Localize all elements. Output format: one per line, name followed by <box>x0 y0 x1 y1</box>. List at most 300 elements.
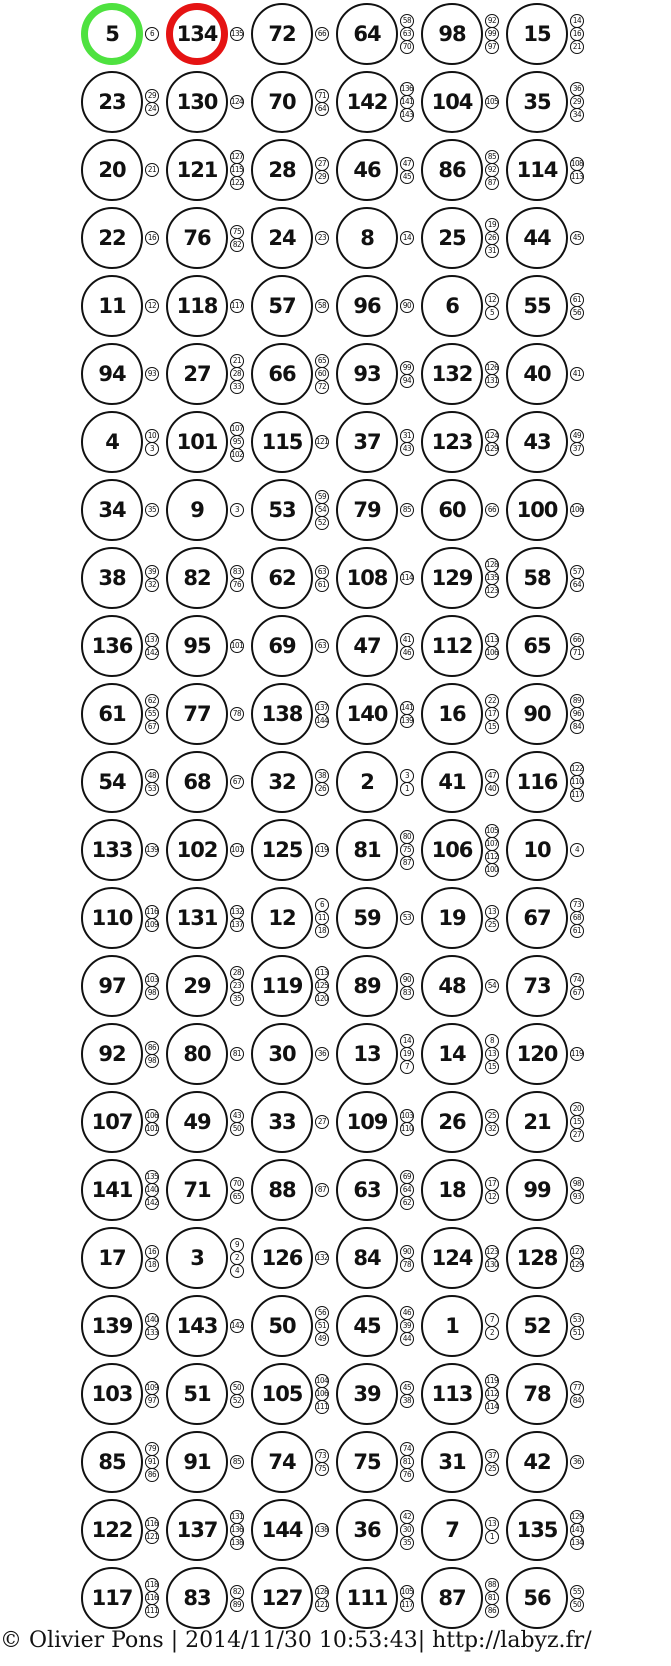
neighbor-hint: 14 <box>400 1034 414 1048</box>
neighbor-hint: 74 <box>570 973 584 987</box>
number-cell[interactable]: 96 <box>336 275 398 337</box>
neighbor-hint: 131 <box>485 374 499 388</box>
neighbor-hint: 75 <box>230 225 244 239</box>
number-cell[interactable]: 71 <box>166 1159 228 1221</box>
number-cell[interactable]: 102 <box>166 819 228 881</box>
neighbor-hint: 106 <box>570 503 584 517</box>
neighbor-hint: 13 <box>485 1047 499 1061</box>
number-cell[interactable]: 88 <box>251 1159 313 1221</box>
number-cell[interactable]: 72 <box>251 3 313 65</box>
neighbor-hint: 18 <box>145 1258 159 1272</box>
neighbor-hint: 139 <box>145 843 159 857</box>
neighbor-hint: 93 <box>145 367 159 381</box>
neighbor-hint: 97 <box>485 40 499 54</box>
number-cell[interactable]: 20 <box>81 139 143 201</box>
neighbor-hint: 65 <box>230 1190 244 1204</box>
neighbor-hint: 137 <box>230 918 244 932</box>
neighbor-hint: 123 <box>485 1245 499 1259</box>
number-cell[interactable]: 74 <box>251 1431 313 1493</box>
neighbor-hint: 114 <box>400 571 414 585</box>
neighbor-hint: 43 <box>400 442 414 456</box>
number-cell[interactable]: 111 <box>336 1567 398 1629</box>
neighbor-hint: 127 <box>570 1245 584 1259</box>
neighbor-hint: 41 <box>570 367 584 381</box>
neighbor-hint: 56 <box>570 306 584 320</box>
number-cell[interactable]: 132 <box>421 343 483 405</box>
neighbor-hint: 28 <box>230 367 244 381</box>
number-cell[interactable]: 124 <box>421 1227 483 1289</box>
neighbor-hint: 3 <box>400 769 414 783</box>
number-cell[interactable]: 110 <box>81 887 143 949</box>
number-cell[interactable]: 32 <box>251 751 313 813</box>
neighbor-hint: 119 <box>570 1047 584 1061</box>
number-cell[interactable]: 143 <box>166 1295 228 1357</box>
number-cell[interactable]: 65 <box>506 615 568 677</box>
number-cell[interactable]: 138 <box>251 683 313 745</box>
number-cell[interactable]: 41 <box>421 751 483 813</box>
number-cell[interactable]: 89 <box>336 955 398 1017</box>
number-cell[interactable]: 120 <box>506 1023 568 1085</box>
neighbor-hint: 78 <box>230 707 244 721</box>
number-cell[interactable]: 93 <box>336 343 398 405</box>
number-cell[interactable]: 113 <box>421 1363 483 1425</box>
number-cell[interactable]: 17 <box>81 1227 143 1289</box>
number-cell[interactable]: 59 <box>336 887 398 949</box>
neighbor-hint: 3 <box>230 503 244 517</box>
neighbor-hint: 1 <box>400 782 414 796</box>
neighbor-hint: 128 <box>485 558 499 572</box>
neighbor-hint: 22 <box>485 694 499 708</box>
goal-cell[interactable]: 134 <box>166 3 228 65</box>
number-cell[interactable]: 87 <box>421 1567 483 1629</box>
number-cell[interactable]: 42 <box>506 1431 568 1493</box>
number-cell[interactable]: 34 <box>81 479 143 541</box>
neighbor-hint: 140 <box>145 1183 159 1197</box>
neighbor-hint: 21 <box>145 163 159 177</box>
number-cell[interactable]: 28 <box>251 139 313 201</box>
neighbor-hint: 61 <box>570 293 584 307</box>
neighbor-hint: 99 <box>400 361 414 375</box>
neighbor-hint: 12 <box>485 1190 499 1204</box>
number-cell[interactable]: 80 <box>166 1023 228 1085</box>
neighbor-hint: 138 <box>315 1523 329 1537</box>
neighbor-hint: 9 <box>230 1238 244 1252</box>
number-cell[interactable]: 16 <box>421 683 483 745</box>
neighbor-hint: 46 <box>400 1306 414 1320</box>
number-cell[interactable]: 99 <box>506 1159 568 1221</box>
neighbor-hint: 68 <box>570 911 584 925</box>
neighbor-hint: 98 <box>570 1177 584 1191</box>
neighbor-hint: 35 <box>230 992 244 1006</box>
number-cell[interactable]: 142 <box>336 71 398 133</box>
number-cell[interactable]: 98 <box>421 3 483 65</box>
neighbor-hint: 111 <box>145 1604 159 1618</box>
neighbor-hint: 29 <box>315 170 329 184</box>
number-cell[interactable]: 4 <box>81 411 143 473</box>
number-cell[interactable]: 91 <box>166 1431 228 1493</box>
number-cell[interactable]: 31 <box>421 1431 483 1493</box>
neighbor-hint: 135 <box>145 1170 159 1184</box>
number-cell[interactable]: 123 <box>421 411 483 473</box>
number-cell[interactable]: 33 <box>251 1091 313 1153</box>
neighbor-hint: 84 <box>570 1394 584 1408</box>
neighbor-hint: 137 <box>315 701 329 715</box>
neighbor-hint: 67 <box>230 775 244 789</box>
neighbor-hint: 142 <box>230 1319 244 1333</box>
neighbor-hint: 76 <box>230 578 244 592</box>
number-cell[interactable]: 60 <box>421 479 483 541</box>
number-cell[interactable]: 50 <box>251 1295 313 1357</box>
neighbor-hint: 36 <box>570 82 584 96</box>
number-cell[interactable]: 129 <box>421 547 483 609</box>
neighbor-hint: 116 <box>145 905 159 919</box>
number-cell[interactable]: 35 <box>506 71 568 133</box>
number-cell[interactable]: 46 <box>336 139 398 201</box>
number-cell[interactable]: 22 <box>81 207 143 269</box>
number-cell[interactable]: 106 <box>421 819 483 881</box>
neighbor-hint: 23 <box>230 979 244 993</box>
number-cell[interactable]: 109 <box>336 1091 398 1153</box>
number-cell[interactable]: 64 <box>336 3 398 65</box>
number-cell[interactable]: 135 <box>506 1499 568 1561</box>
number-cell[interactable]: 81 <box>336 819 398 881</box>
number-cell[interactable]: 115 <box>251 411 313 473</box>
number-cell[interactable]: 21 <box>506 1091 568 1153</box>
number-cell[interactable]: 133 <box>81 819 143 881</box>
neighbor-hint: 8 <box>485 1034 499 1048</box>
number-cell[interactable]: 18 <box>421 1159 483 1221</box>
neighbor-hint: 66 <box>315 27 329 41</box>
number-cell[interactable]: 82 <box>166 547 228 609</box>
number-cell[interactable]: 55 <box>506 275 568 337</box>
neighbor-hint: 87 <box>485 176 499 190</box>
neighbor-hint: 105 <box>400 1585 414 1599</box>
number-cell[interactable]: 94 <box>81 343 143 405</box>
neighbor-hint: 82 <box>230 238 244 252</box>
neighbor-hint: 67 <box>145 720 159 734</box>
number-cell[interactable]: 43 <box>506 411 568 473</box>
number-cell[interactable]: 139 <box>81 1295 143 1357</box>
neighbor-hint: 33 <box>230 380 244 394</box>
neighbor-hint: 85 <box>485 150 499 164</box>
neighbor-hint: 84 <box>570 720 584 734</box>
neighbor-hint: 127 <box>230 150 244 164</box>
neighbor-hint: 90 <box>400 299 414 313</box>
neighbor-hint: 119 <box>485 1374 499 1388</box>
number-cell[interactable]: 104 <box>421 71 483 133</box>
number-cell[interactable]: 128 <box>506 1227 568 1289</box>
number-cell[interactable]: 92 <box>81 1023 143 1085</box>
number-cell[interactable]: 52 <box>506 1295 568 1357</box>
number-cell[interactable]: 24 <box>251 207 313 269</box>
neighbor-hint: 27 <box>570 1128 584 1142</box>
start-cell[interactable]: 5 <box>81 3 143 65</box>
neighbor-hint: 136 <box>230 1523 244 1537</box>
neighbor-hint: 105 <box>485 824 499 838</box>
number-cell[interactable]: 114 <box>506 139 568 201</box>
number-cell[interactable]: 108 <box>336 547 398 609</box>
number-cell[interactable]: 73 <box>506 955 568 1017</box>
neighbor-hint: 52 <box>315 516 329 530</box>
number-cell[interactable]: 37 <box>336 411 398 473</box>
neighbor-hint: 55 <box>570 1585 584 1599</box>
neighbor-hint: 25 <box>485 1462 499 1476</box>
number-cell[interactable]: 121 <box>166 139 228 201</box>
neighbor-hint: 48 <box>145 769 159 783</box>
number-cell[interactable]: 136 <box>81 615 143 677</box>
neighbor-hint: 126 <box>485 361 499 375</box>
neighbor-hint: 87 <box>400 856 414 870</box>
number-cell[interactable]: 29 <box>166 955 228 1017</box>
number-cell[interactable]: 26 <box>421 1091 483 1153</box>
number-cell[interactable]: 70 <box>251 71 313 133</box>
neighbor-hint: 66 <box>570 633 584 647</box>
neighbor-hint: 122 <box>230 176 244 190</box>
neighbor-hint: 115 <box>230 163 244 177</box>
number-cell[interactable]: 84 <box>336 1227 398 1289</box>
number-cell[interactable]: 11 <box>81 275 143 337</box>
copyright-footer: © Olivier Pons | 2014/11/30 10:53:43| http://labyz.fr/ <box>0 1628 592 1653</box>
number-cell[interactable]: 95 <box>166 615 228 677</box>
neighbor-hint: 15 <box>485 720 499 734</box>
number-cell[interactable]: 68 <box>166 751 228 813</box>
neighbor-hint: 83 <box>400 986 414 1000</box>
number-cell[interactable]: 79 <box>336 479 398 541</box>
neighbor-hint: 117 <box>400 1598 414 1612</box>
neighbor-hint: 82 <box>230 1585 244 1599</box>
neighbor-hint: 117 <box>230 299 244 313</box>
neighbor-hint: 52 <box>230 1394 244 1408</box>
number-cell[interactable]: 78 <box>506 1363 568 1425</box>
number-cell[interactable]: 112 <box>421 615 483 677</box>
number-cell[interactable]: 85 <box>81 1431 143 1493</box>
number-cell[interactable]: 44 <box>506 207 568 269</box>
number-cell[interactable]: 23 <box>81 71 143 133</box>
number-cell[interactable]: 58 <box>506 547 568 609</box>
number-cell[interactable]: 56 <box>506 1567 568 1629</box>
number-cell[interactable]: 116 <box>506 751 568 813</box>
neighbor-hint: 119 <box>315 843 329 857</box>
number-cell[interactable]: 27 <box>166 343 228 405</box>
neighbor-hint: 11 <box>315 911 329 925</box>
neighbor-hint: 92 <box>485 14 499 28</box>
neighbor-hint: 141 <box>400 701 414 715</box>
number-cell[interactable]: 48 <box>421 955 483 1017</box>
number-cell[interactable]: 83 <box>166 1567 228 1629</box>
neighbor-hint: 75 <box>400 843 414 857</box>
number-cell[interactable]: 137 <box>166 1499 228 1561</box>
number-cell[interactable]: 130 <box>166 71 228 133</box>
number-cell[interactable]: 6 <box>421 275 483 337</box>
number-cell[interactable]: 40 <box>506 343 568 405</box>
neighbor-hint: 88 <box>485 1578 499 1592</box>
number-cell[interactable]: 86 <box>421 139 483 201</box>
neighbor-hint: 39 <box>400 1319 414 1333</box>
number-cell[interactable]: 61 <box>81 683 143 745</box>
neighbor-hint: 121 <box>315 1598 329 1612</box>
number-cell[interactable]: 63 <box>336 1159 398 1221</box>
number-cell[interactable]: 30 <box>251 1023 313 1085</box>
number-cell[interactable]: 62 <box>251 547 313 609</box>
neighbor-hint: 39 <box>145 565 159 579</box>
neighbor-hint: 6 <box>145 27 159 41</box>
neighbor-hint: 90 <box>400 973 414 987</box>
neighbor-hint: 121 <box>315 435 329 449</box>
number-cell[interactable]: 90 <box>506 683 568 745</box>
neighbor-hint: 64 <box>400 1183 414 1197</box>
number-cell[interactable]: 3 <box>166 1227 228 1289</box>
neighbor-hint: 124 <box>485 429 499 443</box>
neighbor-hint: 13 <box>485 905 499 919</box>
neighbor-hint: 19 <box>485 218 499 232</box>
number-cell[interactable]: 10 <box>506 819 568 881</box>
neighbor-hint: 14 <box>570 14 584 28</box>
neighbor-hint: 125 <box>315 979 329 993</box>
neighbor-hint: 79 <box>145 1442 159 1456</box>
neighbor-hint: 110 <box>400 1122 414 1136</box>
neighbor-hint: 35 <box>145 503 159 517</box>
neighbor-hint: 20 <box>570 1102 584 1116</box>
number-cell[interactable]: 105 <box>251 1363 313 1425</box>
neighbor-hint: 90 <box>400 1245 414 1259</box>
neighbor-hint: 108 <box>570 157 584 171</box>
neighbor-hint: 12 <box>485 293 499 307</box>
number-cell[interactable]: 76 <box>166 207 228 269</box>
neighbor-hint: 104 <box>315 1374 329 1388</box>
number-cell[interactable]: 107 <box>81 1091 143 1153</box>
neighbor-hint: 142 <box>145 646 159 660</box>
number-cell[interactable]: 51 <box>166 1363 228 1425</box>
neighbor-hint: 71 <box>315 89 329 103</box>
number-cell[interactable]: 127 <box>251 1567 313 1629</box>
number-cell[interactable]: 19 <box>421 887 483 949</box>
number-cell[interactable]: 53 <box>251 479 313 541</box>
number-cell[interactable]: 117 <box>81 1567 143 1629</box>
neighbor-hint: 75 <box>315 1462 329 1476</box>
number-cell[interactable]: 122 <box>81 1499 143 1561</box>
number-cell[interactable]: 97 <box>81 955 143 1017</box>
neighbor-hint: 66 <box>485 503 499 517</box>
number-cell[interactable]: 119 <box>251 955 313 1017</box>
number-cell[interactable]: 2 <box>336 751 398 813</box>
neighbor-hint: 26 <box>485 231 499 245</box>
neighbor-hint: 109 <box>145 918 159 932</box>
neighbor-hint: 74 <box>400 1442 414 1456</box>
number-cell[interactable]: 54 <box>81 751 143 813</box>
number-cell[interactable]: 14 <box>421 1023 483 1085</box>
neighbor-hint: 114 <box>485 1400 499 1414</box>
number-cell[interactable]: 131 <box>166 887 228 949</box>
number-cell[interactable]: 101 <box>166 411 228 473</box>
neighbor-hint: 106 <box>485 646 499 660</box>
number-cell[interactable]: 45 <box>336 1295 398 1357</box>
number-cell[interactable]: 9 <box>166 479 228 541</box>
neighbor-hint: 12 <box>145 299 159 313</box>
neighbor-hint: 112 <box>485 1387 499 1401</box>
number-cell[interactable]: 100 <box>506 479 568 541</box>
neighbor-hint: 7 <box>400 1060 414 1074</box>
number-cell[interactable]: 75 <box>336 1431 398 1493</box>
neighbor-hint: 116 <box>145 1517 159 1531</box>
neighbor-hint: 73 <box>315 1449 329 1463</box>
neighbor-hint: 86 <box>485 1604 499 1618</box>
neighbor-hint: 47 <box>485 769 499 783</box>
neighbor-hint: 57 <box>570 565 584 579</box>
number-cell[interactable]: 66 <box>251 343 313 405</box>
number-cell[interactable]: 25 <box>421 207 483 269</box>
neighbor-hint: 62 <box>145 694 159 708</box>
number-cell[interactable]: 118 <box>166 275 228 337</box>
neighbor-hint: 25 <box>485 918 499 932</box>
neighbor-hint: 28 <box>230 966 244 980</box>
neighbor-hint: 135 <box>485 571 499 585</box>
number-cell[interactable]: 7 <box>421 1499 483 1561</box>
neighbor-hint: 106 <box>315 1387 329 1401</box>
number-cell[interactable]: 49 <box>166 1091 228 1153</box>
neighbor-hint: 69 <box>400 1170 414 1184</box>
number-cell[interactable]: 57 <box>251 275 313 337</box>
neighbor-hint: 136 <box>400 82 414 96</box>
neighbor-hint: 85 <box>230 1455 244 1469</box>
number-cell[interactable]: 8 <box>336 207 398 269</box>
neighbor-hint: 17 <box>485 707 499 721</box>
neighbor-hint: 45 <box>400 170 414 184</box>
number-cell[interactable]: 126 <box>251 1227 313 1289</box>
neighbor-hint: 14 <box>400 231 414 245</box>
neighbor-hint: 138 <box>230 1536 244 1550</box>
neighbor-hint: 53 <box>400 911 414 925</box>
neighbor-hint: 122 <box>570 762 584 776</box>
neighbor-hint: 106 <box>145 1109 159 1123</box>
neighbor-hint: 100 <box>485 863 499 877</box>
number-cell[interactable]: 77 <box>166 683 228 745</box>
number-cell[interactable]: 1 <box>421 1295 483 1357</box>
neighbor-hint: 85 <box>400 503 414 517</box>
neighbor-hint: 4 <box>570 843 584 857</box>
neighbor-hint: 43 <box>230 1109 244 1123</box>
number-cell[interactable]: 36 <box>336 1499 398 1561</box>
number-cell[interactable]: 67 <box>506 887 568 949</box>
neighbor-hint: 109 <box>145 1381 159 1395</box>
neighbor-hint: 53 <box>145 782 159 796</box>
neighbor-hint: 141 <box>400 95 414 109</box>
number-cell[interactable]: 12 <box>251 887 313 949</box>
neighbor-hint: 38 <box>400 1394 414 1408</box>
neighbor-hint: 46 <box>400 646 414 660</box>
neighbor-hint: 15 <box>570 1115 584 1129</box>
neighbor-hint: 81 <box>230 1047 244 1061</box>
number-cell[interactable]: 47 <box>336 615 398 677</box>
neighbor-hint: 24 <box>145 102 159 116</box>
neighbor-hint: 55 <box>145 707 159 721</box>
neighbor-hint: 112 <box>485 850 499 864</box>
number-cell[interactable]: 144 <box>251 1499 313 1561</box>
number-cell[interactable]: 141 <box>81 1159 143 1221</box>
number-cell[interactable]: 140 <box>336 683 398 745</box>
neighbor-hint: 16 <box>570 27 584 41</box>
neighbor-hint: 129 <box>570 1258 584 1272</box>
neighbor-hint: 129 <box>485 442 499 456</box>
number-cell[interactable]: 39 <box>336 1363 398 1425</box>
neighbor-hint: 37 <box>570 442 584 456</box>
number-cell[interactable]: 15 <box>506 3 568 65</box>
number-cell[interactable]: 69 <box>251 615 313 677</box>
neighbor-hint: 60 <box>315 367 329 381</box>
number-cell[interactable]: 13 <box>336 1023 398 1085</box>
number-cell[interactable]: 38 <box>81 547 143 609</box>
number-cell[interactable]: 103 <box>81 1363 143 1425</box>
number-cell[interactable]: 125 <box>251 819 313 881</box>
